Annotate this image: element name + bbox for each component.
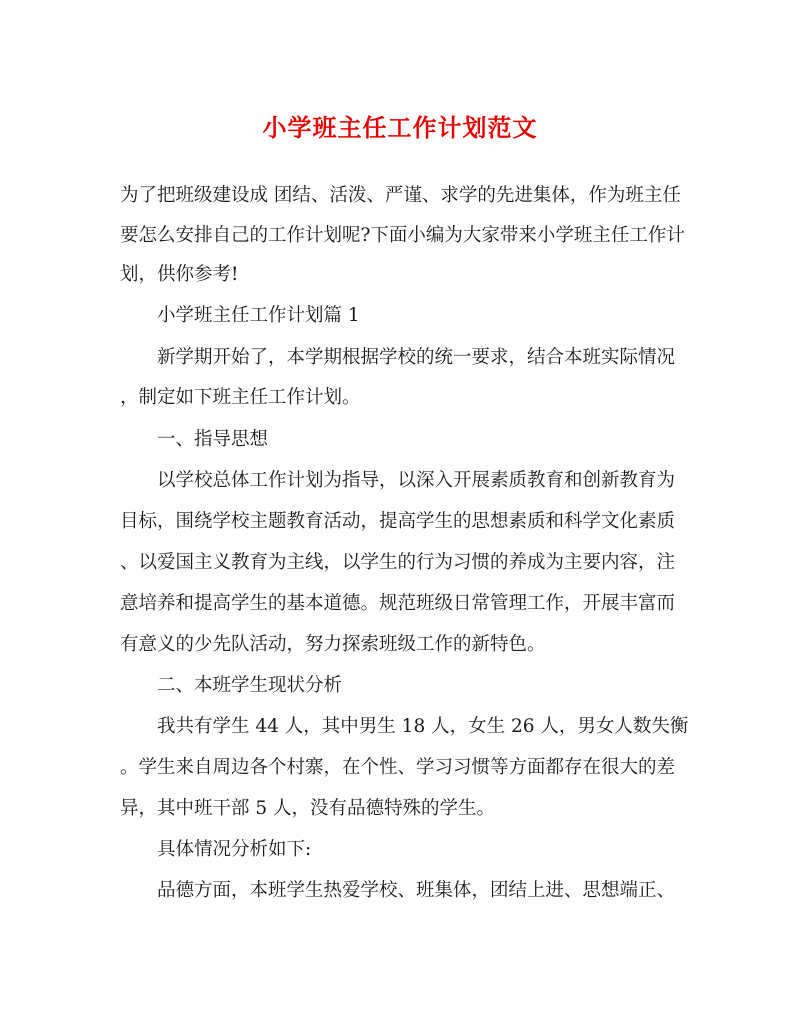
paragraph-line: 以学校总体工作计划为指导，以深入开展素质教育和创新教育为 [157,470,676,491]
paragraph-line: 异，其中班干部 5 人，没有品德特殊的学生。 [120,798,496,819]
paragraph-line: ，制定如下班主任工作计划。 [120,387,361,408]
paragraph-line: 有意义的少先队活动，努力探索班级工作的新特色。 [120,634,546,655]
paragraph-line: 意培养和提高学生的基本道德。规范班级日常管理工作，开展丰富而 [120,593,676,614]
paragraph-line: 要怎么安排自己的工作计划呢?下面小编为大家带来小学班主任工作计 [120,225,685,246]
section-heading: 小学班主任工作计划篇 1 [157,305,360,326]
section-heading: 一、指导思想 [157,429,269,450]
paragraph-line: 我共有学生 44 人，其中男生 18 人，女生 26 人，男女人数失衡 [157,716,689,737]
paragraph-line: 品德方面，本班学生热爱学校、班集体，团结上进、思想端正、 [157,880,676,901]
paragraph-line: 新学期开始了，本学期根据学校的统一要求，结合本班实际情况 [157,347,676,368]
paragraph-line: 目标，围绕学校主题教育活动，提高学生的思想素质和科学文化素质 [120,511,676,532]
paragraph-line: 。学生来自周边各个村寨，在个性、学习习惯等方面都存在很大的差 [120,757,676,778]
section-heading: 二、本班学生现状分析 [157,675,343,696]
paragraph-line: 划，供你参考! [120,264,239,285]
paragraph-line: 为了把班级建设成 团结、活泼、严谨、求学的先进集体，作为班主任 [120,185,681,206]
paragraph-line: 、以爱国主义教育为主线，以学生的行为习惯的养成为主要内容，注 [120,552,676,573]
paragraph-line: 具体情况分析如下: [157,839,312,860]
document-title: 小学班主任工作计划范文 [262,113,538,142]
